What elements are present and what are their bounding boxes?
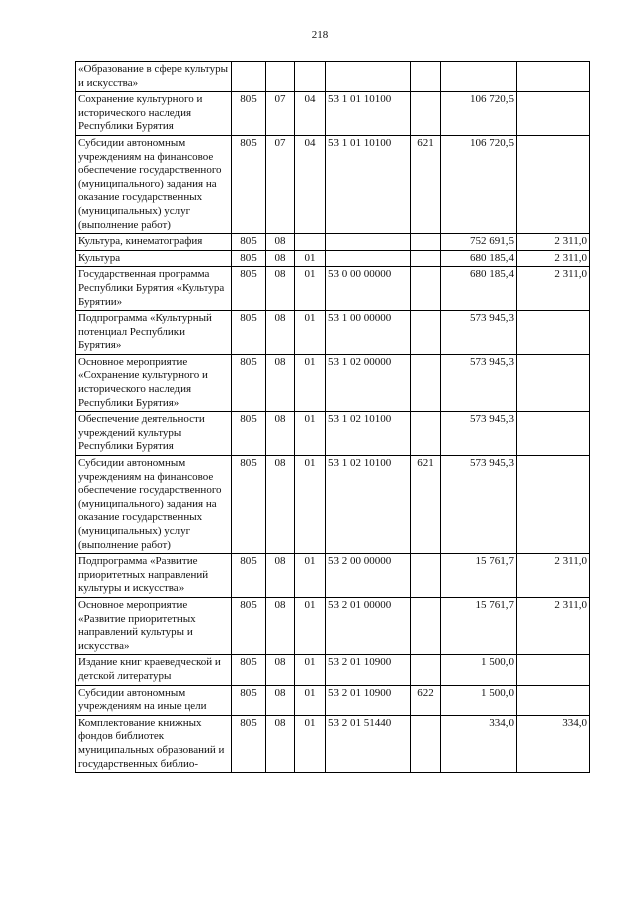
- dept-code: 805: [232, 597, 266, 654]
- subvention-amount: [517, 311, 590, 355]
- subsection-code: 01: [295, 267, 326, 311]
- total-amount: [441, 62, 517, 92]
- subsection-code: 01: [295, 715, 326, 772]
- dept-code: 805: [232, 250, 266, 267]
- subsection-code: [295, 62, 326, 92]
- table-row: [76, 234, 590, 251]
- dept-code: 805: [232, 311, 266, 355]
- target-article-code: 53 1 02 10100: [326, 412, 411, 456]
- subvention-amount: [517, 354, 590, 411]
- table-row: [76, 554, 590, 598]
- dept-code: 805: [232, 354, 266, 411]
- dept-code: 805: [232, 412, 266, 456]
- subvention-amount: [517, 62, 590, 92]
- total-amount: 752 691,5: [441, 234, 517, 251]
- subvention-amount: 2 311,0: [517, 234, 590, 251]
- target-article-code: 53 1 01 10100: [326, 135, 411, 233]
- dept-code: 805: [232, 234, 266, 251]
- subsection-code: 01: [295, 655, 326, 685]
- target-article-code: 53 2 01 00000: [326, 597, 411, 654]
- subvention-amount: 2 311,0: [517, 267, 590, 311]
- subsection-code: 01: [295, 685, 326, 715]
- dept-code: 805: [232, 135, 266, 233]
- table-row: [76, 267, 590, 311]
- table-row: [76, 685, 590, 715]
- item-name: Обеспечение деятельности учреждений культуры Республики Бурятия: [76, 412, 232, 456]
- section-code: 08: [266, 685, 295, 715]
- expense-type-code: [411, 597, 441, 654]
- table-row: [76, 456, 590, 554]
- table-row: [76, 412, 590, 456]
- target-article-code: 53 1 02 00000: [326, 354, 411, 411]
- table-row: [76, 62, 590, 92]
- target-article-code: 53 2 01 51440: [326, 715, 411, 772]
- page-number: 218: [311, 29, 329, 41]
- expense-type-code: [411, 92, 441, 136]
- dept-code: 805: [232, 655, 266, 685]
- total-amount: 334,0: [441, 715, 517, 772]
- item-name: Культура, кинематография: [76, 234, 232, 251]
- section-code: 08: [266, 597, 295, 654]
- total-amount: 15 761,7: [441, 597, 517, 654]
- expense-type-code: 622: [411, 685, 441, 715]
- table-row: [76, 655, 590, 685]
- dept-code: 805: [232, 456, 266, 554]
- subvention-amount: [517, 655, 590, 685]
- table-row: [76, 354, 590, 411]
- expense-type-code: [411, 554, 441, 598]
- dept-code: [232, 62, 266, 92]
- dept-code: 805: [232, 92, 266, 136]
- subsection-code: 04: [295, 92, 326, 136]
- expense-type-code: [411, 234, 441, 251]
- section-code: 07: [266, 135, 295, 233]
- subvention-amount: 334,0: [517, 715, 590, 772]
- total-amount: 573 945,3: [441, 354, 517, 411]
- target-article-code: 53 2 00 00000: [326, 554, 411, 598]
- expense-type-code: [411, 62, 441, 92]
- subsection-code: 01: [295, 412, 326, 456]
- expense-type-code: [411, 250, 441, 267]
- dept-code: 805: [232, 715, 266, 772]
- subvention-amount: [517, 685, 590, 715]
- section-code: 08: [266, 250, 295, 267]
- subsection-code: 01: [295, 311, 326, 355]
- section-code: 07: [266, 92, 295, 136]
- table-row: [76, 715, 590, 772]
- table-row: [76, 92, 590, 136]
- expense-type-code: [411, 715, 441, 772]
- total-amount: 15 761,7: [441, 554, 517, 598]
- target-article-code: 53 1 01 10100: [326, 92, 411, 136]
- expense-type-code: 621: [411, 456, 441, 554]
- subsection-code: 01: [295, 597, 326, 654]
- subvention-amount: [517, 92, 590, 136]
- total-amount: 1 500,0: [441, 685, 517, 715]
- section-code: 08: [266, 715, 295, 772]
- item-name: «Образование в сфере культуры и искусства»: [76, 62, 232, 92]
- subvention-amount: 2 311,0: [517, 597, 590, 654]
- target-article-code: [326, 250, 411, 267]
- total-amount: 573 945,3: [441, 412, 517, 456]
- expense-type-code: [411, 311, 441, 355]
- dept-code: 805: [232, 554, 266, 598]
- item-name: Сохранение культурного и исторического наследия Республики Бурятия: [76, 92, 232, 136]
- table-row: [76, 597, 590, 654]
- subsection-code: 01: [295, 456, 326, 554]
- section-code: 08: [266, 234, 295, 251]
- item-name: Основное мероприятие «Развитие приоритетных направлений культуры и искусства»: [76, 597, 232, 654]
- item-name: Субсидии автономным учреждениям на иные цели: [76, 685, 232, 715]
- expense-type-code: [411, 655, 441, 685]
- item-name: Комплектование книжных фондов библиотек муниципальных образований и государственных библио-: [76, 715, 232, 772]
- section-code: 08: [266, 354, 295, 411]
- expense-type-code: [411, 412, 441, 456]
- target-article-code: 53 0 00 00000: [326, 267, 411, 311]
- target-article-code: 53 1 02 10100: [326, 456, 411, 554]
- section-code: [266, 62, 295, 92]
- total-amount: 1 500,0: [441, 655, 517, 685]
- section-code: 08: [266, 554, 295, 598]
- subvention-amount: [517, 412, 590, 456]
- table-row: [76, 311, 590, 355]
- item-name: Подпрограмма «Культурный потенциал Республики Бурятия»: [76, 311, 232, 355]
- item-name: Подпрограмма «Развитие приоритетных направлений культуры и искусства»: [76, 554, 232, 598]
- section-code: 08: [266, 456, 295, 554]
- subvention-amount: 2 311,0: [517, 250, 590, 267]
- subsection-code: 04: [295, 135, 326, 233]
- total-amount: 680 185,4: [441, 267, 517, 311]
- expense-type-code: [411, 354, 441, 411]
- budget-table-body: [76, 62, 590, 773]
- total-amount: 106 720,5: [441, 92, 517, 136]
- table-row: [76, 135, 590, 233]
- section-code: 08: [266, 412, 295, 456]
- item-name: Основное мероприятие «Сохранение культурного и исторического наследия Республики Бурятия»: [76, 354, 232, 411]
- subvention-amount: [517, 135, 590, 233]
- item-name: Государственная программа Республики Бурятия «Культура Бурятии»: [76, 267, 232, 311]
- subvention-amount: 2 311,0: [517, 554, 590, 598]
- target-article-code: 53 2 01 10900: [326, 685, 411, 715]
- subsection-code: 01: [295, 250, 326, 267]
- subsection-code: [295, 234, 326, 251]
- total-amount: 573 945,3: [441, 456, 517, 554]
- target-article-code: 53 1 00 00000: [326, 311, 411, 355]
- subvention-amount: [517, 456, 590, 554]
- dept-code: 805: [232, 267, 266, 311]
- section-code: 08: [266, 311, 295, 355]
- section-code: 08: [266, 267, 295, 311]
- target-article-code: [326, 62, 411, 92]
- item-name: Субсидии автономным учреждениям на финансовое обеспечение государственного (муниципального) задания на оказание государственных (муниципальных) услуг (выполнение работ): [76, 456, 232, 554]
- total-amount: 680 185,4: [441, 250, 517, 267]
- item-name: Культура: [76, 250, 232, 267]
- section-code: 08: [266, 655, 295, 685]
- item-name: Субсидии автономным учреждениям на финансовое обеспечение государственного (муниципального) задания на оказание государственных (муниципальных) услуг (выполнение работ): [76, 135, 232, 233]
- expense-type-code: [411, 267, 441, 311]
- total-amount: 106 720,5: [441, 135, 517, 233]
- subsection-code: 01: [295, 554, 326, 598]
- subsection-code: 01: [295, 354, 326, 411]
- expense-type-code: 621: [411, 135, 441, 233]
- target-article-code: [326, 234, 411, 251]
- total-amount: 573 945,3: [441, 311, 517, 355]
- item-name: Издание книг краеведческой и детской литературы: [76, 655, 232, 685]
- target-article-code: 53 2 01 10900: [326, 655, 411, 685]
- budget-table: [75, 61, 590, 773]
- dept-code: 805: [232, 685, 266, 715]
- table-row: [76, 250, 590, 267]
